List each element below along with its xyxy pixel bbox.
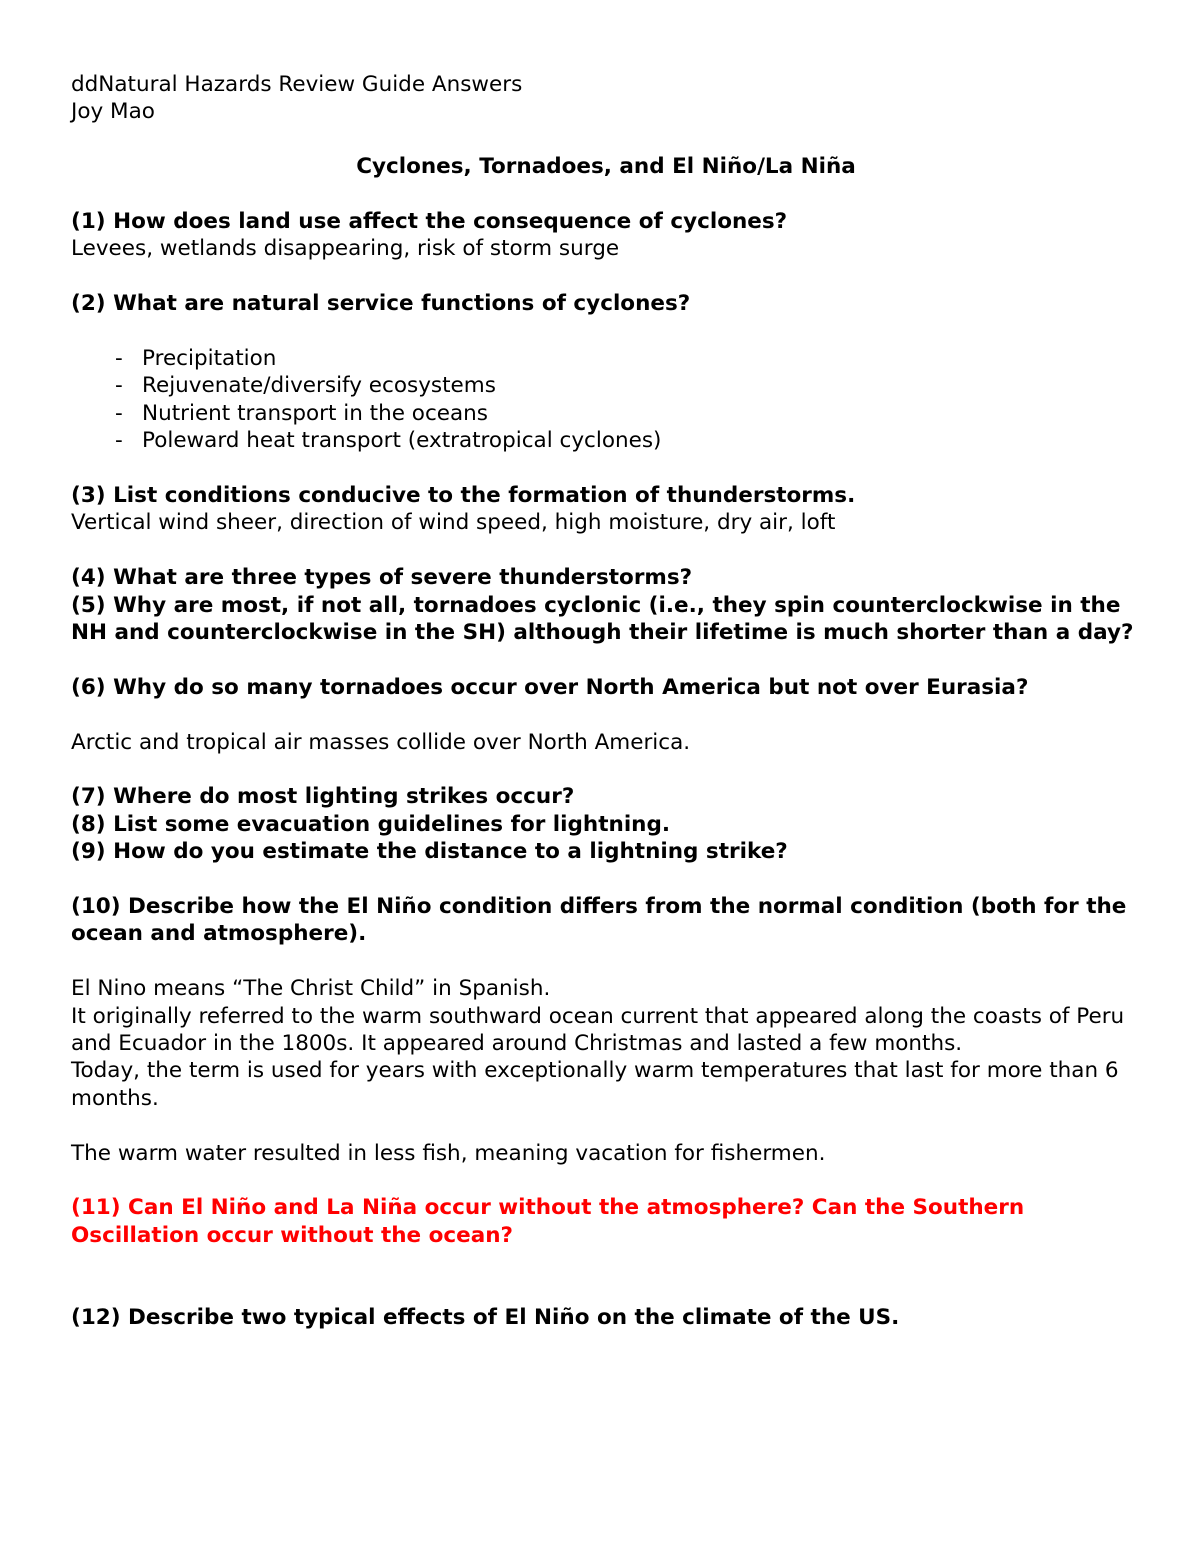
spacer <box>71 263 1141 290</box>
question-6: (6) Why do so many tornadoes occur over North America but not over Eurasia? <box>71 674 1029 700</box>
list-item-text: Precipitation <box>142 346 277 371</box>
spacer <box>71 1112 1141 1139</box>
question-7: (7) Where do most lighting strikes occur? <box>71 784 575 810</box>
list-item <box>71 345 1141 372</box>
list-item-text: Nutrient transport in the oceans <box>142 400 489 426</box>
list-item-text: Rejuvenate/diversify ecosystems <box>142 373 496 399</box>
spacer <box>71 318 1141 345</box>
question-9: (9) How do you estimate the distance to a lightning strike? <box>71 839 788 865</box>
document-page <box>71 71 1141 1331</box>
dash-bullet: - <box>115 346 123 371</box>
question-12: (12) Describe two typical effects of El Niño on the climate of the US. <box>71 1305 900 1331</box>
document-title: ddNatural Hazards Review Guide Answers <box>71 72 523 97</box>
question-2: (2) What are natural service functions of cyclones? <box>71 291 691 317</box>
list-item <box>71 427 1141 454</box>
answer-6: Arctic and tropical air masses collide over North America. <box>71 729 691 755</box>
document-author: Joy Mao <box>71 99 155 125</box>
answer-10-paragraph-1: El Nino means “The Christ Child” in Spanish. <box>71 976 551 1002</box>
question-3: (3) List conditions conducive to the formation of thunderstorms. <box>71 483 856 509</box>
dash-bullet: - <box>115 428 123 454</box>
question-11: (11) Can El Niño and La Niña occur without the atmosphere? Can the Southern Oscillation occur without the ocean? <box>71 1195 1025 1248</box>
spacer <box>71 455 1141 482</box>
spacer <box>71 1277 1141 1304</box>
answer-2-list <box>71 345 1141 455</box>
spacer <box>71 701 1141 728</box>
question-1: (1) How does land use affect the consequence of cyclones? <box>71 209 788 234</box>
list-item <box>71 400 1141 427</box>
section-title: Cyclones, Tornadoes, and El Niño/La Niña <box>356 154 856 180</box>
spacer <box>71 1249 1141 1276</box>
spacer <box>71 866 1141 893</box>
spacer <box>71 1167 1141 1194</box>
spacer <box>71 756 1141 783</box>
question-10-line-2: ocean and atmosphere). <box>71 921 367 947</box>
spacer <box>71 126 1141 153</box>
answer-10-paragraph-2: It originally referred to the warm southward ocean current that appeared along the coasts of Peru and Ecuador in the 1800s. It appeared around Christmas and lasted a few months. <box>71 1003 1125 1057</box>
answer-10-paragraph-4: The warm water resulted in less fish, meaning vacation for fishermen. <box>71 1140 826 1166</box>
question-5-line-1: (5) Why are most, if not all, tornadoes cyclonic (i.e., they spin counterclockwise in the <box>71 592 1121 618</box>
spacer <box>71 537 1141 564</box>
spacer <box>71 948 1141 975</box>
answer-3: Vertical wind sheer, direction of wind speed, high moisture, dry air, loft <box>71 510 836 536</box>
question-5-line-2: NH and counterclockwise in the SH) although their lifetime is much shorter than a day? <box>71 620 1134 646</box>
question-8: (8) List some evacuation guidelines for lightning. <box>71 811 671 837</box>
list-item-text: Poleward heat transport (extratropical cyclones) <box>142 428 662 454</box>
spacer <box>71 181 1141 208</box>
dash-bullet: - <box>115 400 123 426</box>
spacer <box>71 646 1141 673</box>
answer-10-paragraph-3: Today, the term is used for years with exceptionally warm temperatures that last for more than 6 months. <box>71 1058 1119 1111</box>
dash-bullet: - <box>115 373 123 399</box>
answer-1: Levees, wetlands disappearing, risk of storm surge <box>71 236 620 262</box>
question-4: (4) What are three types of severe thunderstorms? <box>71 565 693 591</box>
list-item <box>71 372 1141 399</box>
question-10-line-1: (10) Describe how the El Niño condition differs from the normal condition (both for the <box>71 894 1127 920</box>
